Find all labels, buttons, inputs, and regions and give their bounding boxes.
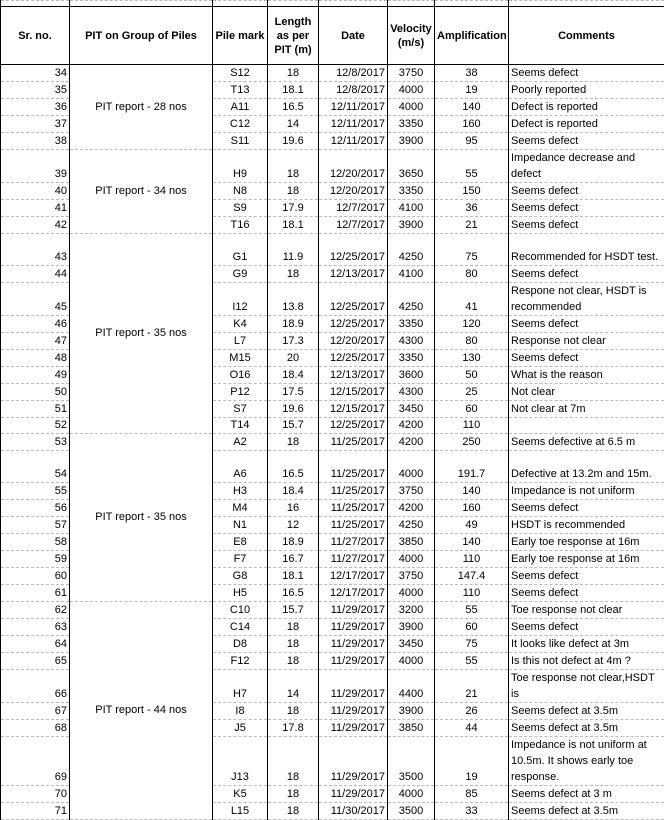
length-cell: 18.9	[268, 534, 319, 551]
sr-no-cell: 50	[1, 384, 70, 401]
date-cell: 12/8/2017	[319, 82, 388, 99]
comment-cell: Seems defect	[509, 316, 664, 333]
date-cell: 12/25/2017	[319, 234, 388, 266]
pile-mark-cell: H5	[213, 585, 268, 602]
length-cell: 18	[268, 65, 319, 82]
pile-mark-cell: N8	[213, 183, 268, 200]
comment-cell: Respone not clear, HSDT is recommended	[509, 283, 664, 316]
length-cell: 16.5	[268, 99, 319, 116]
date-cell: 11/29/2017	[319, 786, 388, 803]
pile-mark-cell: C12	[213, 116, 268, 133]
date-cell: 12/25/2017	[319, 350, 388, 367]
velocity-cell: 4100	[388, 266, 435, 283]
date-cell: 11/25/2017	[319, 483, 388, 500]
pile-mark-cell: A11	[213, 99, 268, 116]
pile-mark-cell: K5	[213, 786, 268, 803]
amplification-cell: 140	[435, 99, 509, 116]
table-row	[1, 65, 664, 82]
pile-mark-cell: C14	[213, 619, 268, 636]
col-date: Date	[319, 7, 388, 65]
date-cell: 11/29/2017	[319, 653, 388, 670]
comment-cell: Recommended for HSDT test.	[509, 234, 664, 266]
comment-cell: Response not clear	[509, 333, 664, 350]
velocity-cell: 4200	[388, 434, 435, 451]
comment-cell: Early toe response at 16m	[509, 551, 664, 568]
date-cell: 11/25/2017	[319, 500, 388, 517]
col-length: Length as per PIT (m)	[268, 7, 319, 65]
length-cell: 14	[268, 116, 319, 133]
length-cell: 18	[268, 150, 319, 183]
date-cell: 11/27/2017	[319, 551, 388, 568]
amplification-cell: 19	[435, 737, 509, 786]
comment-cell: Seems defect	[509, 217, 664, 234]
sr-no-cell: 48	[1, 350, 70, 367]
pile-mark-cell: T13	[213, 82, 268, 99]
sr-no-cell: 47	[1, 333, 70, 350]
sr-no-cell: 68	[1, 720, 70, 737]
length-cell: 18	[268, 434, 319, 451]
pile-mark-cell: S9	[213, 200, 268, 217]
velocity-cell: 3500	[388, 803, 435, 820]
velocity-cell: 3750	[388, 65, 435, 82]
sr-no-cell: 58	[1, 534, 70, 551]
length-cell: 18.9	[268, 316, 319, 333]
date-cell: 11/30/2017	[319, 803, 388, 820]
comment-cell: Defect is reported	[509, 116, 664, 133]
velocity-cell: 3350	[388, 183, 435, 200]
sr-no-cell: 62	[1, 602, 70, 619]
comment-cell: Seems defect	[509, 183, 664, 200]
length-cell: 15.7	[268, 602, 319, 619]
col-amplification: Amplification	[435, 7, 509, 65]
pile-mark-cell: J5	[213, 720, 268, 737]
velocity-cell: 3850	[388, 534, 435, 551]
velocity-cell: 3200	[388, 602, 435, 619]
amplification-cell: 60	[435, 401, 509, 418]
amplification-cell: 25	[435, 384, 509, 401]
sr-no-cell: 59	[1, 551, 70, 568]
date-cell: 12/13/2017	[319, 367, 388, 384]
velocity-cell: 3450	[388, 401, 435, 418]
length-cell: 20	[268, 350, 319, 367]
date-cell: 12/25/2017	[319, 418, 388, 434]
pile-mark-cell: E8	[213, 534, 268, 551]
pile-mark-cell: G8	[213, 568, 268, 585]
amplification-cell: 140	[435, 534, 509, 551]
velocity-cell: 4000	[388, 82, 435, 99]
sr-no-cell: 67	[1, 703, 70, 720]
pile-mark-cell: T14	[213, 418, 268, 434]
table-row	[1, 150, 664, 183]
amplification-cell: 85	[435, 786, 509, 803]
date-cell: 12/25/2017	[319, 283, 388, 316]
sr-no-cell: 41	[1, 200, 70, 217]
sr-no-cell: 65	[1, 653, 70, 670]
velocity-cell: 3450	[388, 636, 435, 653]
date-cell: 11/27/2017	[319, 534, 388, 551]
velocity-cell: 4250	[388, 283, 435, 316]
col-comments: Comments	[509, 7, 664, 65]
length-cell: 19.6	[268, 401, 319, 418]
length-cell: 18	[268, 636, 319, 653]
pile-mark-cell: H9	[213, 150, 268, 183]
pile-mark-cell: G9	[213, 266, 268, 283]
amplification-cell: 36	[435, 200, 509, 217]
comment-cell: Seems defect	[509, 350, 664, 367]
table-row	[1, 434, 664, 451]
comment-cell: Defective at 13.2m and 15m.	[509, 451, 664, 483]
sr-no-cell: 66	[1, 670, 70, 703]
velocity-cell: 4200	[388, 418, 435, 434]
comment-cell: Seems defect	[509, 585, 664, 602]
velocity-cell: 3900	[388, 217, 435, 234]
comment-cell: Poorly reported	[509, 82, 664, 99]
pit-group-cell: PIT report - 34 nos	[70, 150, 213, 234]
length-cell: 16.5	[268, 585, 319, 602]
comment-cell: It looks like defect at 3m	[509, 636, 664, 653]
pile-mark-cell: J13	[213, 737, 268, 786]
velocity-cell: 4000	[388, 99, 435, 116]
sr-no-cell: 55	[1, 483, 70, 500]
comment-cell: Toe response not clear,HSDT is	[509, 670, 664, 703]
amplification-cell: 95	[435, 133, 509, 150]
sr-no-cell: 57	[1, 517, 70, 534]
amplification-cell: 110	[435, 551, 509, 568]
length-cell: 15.7	[268, 418, 319, 434]
date-cell: 12/13/2017	[319, 266, 388, 283]
amplification-cell: 160	[435, 500, 509, 517]
pile-mark-cell: A2	[213, 434, 268, 451]
date-cell: 11/25/2017	[319, 517, 388, 534]
amplification-cell: 60	[435, 619, 509, 636]
length-cell: 18.4	[268, 367, 319, 384]
velocity-cell: 3650	[388, 150, 435, 183]
date-cell: 11/29/2017	[319, 703, 388, 720]
amplification-cell: 250	[435, 434, 509, 451]
sr-no-cell: 34	[1, 65, 70, 82]
comment-cell: Not clear at 7m	[509, 401, 664, 418]
pile-mark-cell: M15	[213, 350, 268, 367]
pile-mark-cell: I12	[213, 283, 268, 316]
sr-no-cell: 56	[1, 500, 70, 517]
date-cell: 12/11/2017	[319, 116, 388, 133]
date-cell: 12/8/2017	[319, 65, 388, 82]
table-body	[1, 65, 664, 820]
sr-no-cell: 70	[1, 786, 70, 803]
sr-no-cell: 40	[1, 183, 70, 200]
comment-cell: Seems defect at 3.5m	[509, 803, 664, 820]
date-cell: 12/15/2017	[319, 384, 388, 401]
length-cell: 19.6	[268, 133, 319, 150]
sr-no-cell: 64	[1, 636, 70, 653]
pile-mark-cell: M4	[213, 500, 268, 517]
comment-cell: HSDT is recommended	[509, 517, 664, 534]
length-cell: 16.5	[268, 451, 319, 483]
pile-mark-cell: K4	[213, 316, 268, 333]
pile-mark-cell: D8	[213, 636, 268, 653]
sr-no-cell: 36	[1, 99, 70, 116]
length-cell: 18	[268, 737, 319, 786]
col-pile-mark: Pile mark	[213, 7, 268, 65]
length-cell: 17.8	[268, 720, 319, 737]
date-cell: 12/15/2017	[319, 401, 388, 418]
length-cell: 18.1	[268, 568, 319, 585]
velocity-cell: 4300	[388, 333, 435, 350]
comment-cell: Impedance is not uniform at 10.5m. It shows early toe response.	[509, 737, 664, 786]
amplification-cell: 38	[435, 65, 509, 82]
length-cell: 18.1	[268, 82, 319, 99]
comment-cell: Defect is reported	[509, 99, 664, 116]
amplification-cell: 110	[435, 585, 509, 602]
amplification-cell: 19	[435, 82, 509, 99]
comment-cell: Seems defective at 6.5 m	[509, 434, 664, 451]
amplification-cell: 110	[435, 418, 509, 434]
amplification-cell: 49	[435, 517, 509, 534]
comment-cell: Seems defect	[509, 500, 664, 517]
comment-cell: Seems defect	[509, 133, 664, 150]
pile-mark-cell: F7	[213, 551, 268, 568]
amplification-cell: 21	[435, 670, 509, 703]
length-cell: 17.9	[268, 200, 319, 217]
pile-mark-cell: I8	[213, 703, 268, 720]
comment-cell: Seems defect	[509, 619, 664, 636]
comment-cell: Impedance is not uniform	[509, 483, 664, 500]
sr-no-cell: 54	[1, 451, 70, 483]
pile-mark-cell: A6	[213, 451, 268, 483]
comment-cell: What is the reason	[509, 367, 664, 384]
velocity-cell: 4300	[388, 384, 435, 401]
velocity-cell: 3850	[388, 720, 435, 737]
velocity-cell: 3350	[388, 316, 435, 333]
date-cell: 12/7/2017	[319, 200, 388, 217]
date-cell: 12/20/2017	[319, 183, 388, 200]
amplification-cell: 80	[435, 333, 509, 350]
sr-no-cell: 38	[1, 133, 70, 150]
comment-cell: Seems defect	[509, 568, 664, 585]
length-cell: 18.4	[268, 483, 319, 500]
comment-cell: Not clear	[509, 384, 664, 401]
amplification-cell: 130	[435, 350, 509, 367]
pile-mark-cell: O16	[213, 367, 268, 384]
col-sr-no: Sr. no.	[1, 7, 70, 65]
velocity-cell: 4000	[388, 551, 435, 568]
amplification-cell: 26	[435, 703, 509, 720]
date-cell: 12/11/2017	[319, 99, 388, 116]
sr-no-cell: 35	[1, 82, 70, 99]
date-cell: 12/20/2017	[319, 150, 388, 183]
amplification-cell: 44	[435, 720, 509, 737]
sr-no-cell: 52	[1, 418, 70, 434]
velocity-cell: 3350	[388, 350, 435, 367]
amplification-cell: 147.4	[435, 568, 509, 585]
pile-mark-cell: N1	[213, 517, 268, 534]
sr-no-cell: 53	[1, 434, 70, 451]
velocity-cell: 4000	[388, 653, 435, 670]
pile-mark-cell: H7	[213, 670, 268, 703]
sr-no-cell: 43	[1, 234, 70, 266]
velocity-cell: 3750	[388, 483, 435, 500]
length-cell: 17.3	[268, 333, 319, 350]
date-cell: 11/25/2017	[319, 451, 388, 483]
comment-cell	[509, 418, 664, 434]
length-cell: 17.5	[268, 384, 319, 401]
sr-no-cell: 37	[1, 116, 70, 133]
sr-no-cell: 60	[1, 568, 70, 585]
col-velocity: Velocity (m/s)	[388, 7, 435, 65]
amplification-cell: 75	[435, 234, 509, 266]
amplification-cell: 55	[435, 602, 509, 619]
velocity-cell: 4100	[388, 200, 435, 217]
pile-mark-cell: L15	[213, 803, 268, 820]
length-cell: 18	[268, 619, 319, 636]
date-cell: 12/17/2017	[319, 585, 388, 602]
amplification-cell: 41	[435, 283, 509, 316]
comment-cell: Is this not defect at 4m ?	[509, 653, 664, 670]
date-cell: 11/29/2017	[319, 619, 388, 636]
amplification-cell: 21	[435, 217, 509, 234]
pile-mark-cell: G1	[213, 234, 268, 266]
comment-cell: Early toe response at 16m	[509, 534, 664, 551]
velocity-cell: 4000	[388, 451, 435, 483]
length-cell: 11.9	[268, 234, 319, 266]
length-cell: 18	[268, 183, 319, 200]
velocity-cell: 4250	[388, 234, 435, 266]
pile-mark-cell: S7	[213, 401, 268, 418]
velocity-cell: 3900	[388, 133, 435, 150]
amplification-cell: 150	[435, 183, 509, 200]
length-cell: 18	[268, 786, 319, 803]
pile-mark-cell: L7	[213, 333, 268, 350]
date-cell: 11/29/2017	[319, 670, 388, 703]
date-cell: 11/29/2017	[319, 737, 388, 786]
velocity-cell: 4000	[388, 585, 435, 602]
comment-cell: Seems defect at 3.5m	[509, 720, 664, 737]
sr-no-cell: 39	[1, 150, 70, 183]
amplification-cell: 120	[435, 316, 509, 333]
date-cell: 11/29/2017	[319, 602, 388, 619]
velocity-cell: 3500	[388, 737, 435, 786]
velocity-cell: 4000	[388, 786, 435, 803]
length-cell: 18	[268, 653, 319, 670]
sr-no-cell: 42	[1, 217, 70, 234]
comment-cell: Seems defect at 3.5m	[509, 703, 664, 720]
amplification-cell: 191.7	[435, 451, 509, 483]
comment-cell: Seems defect	[509, 200, 664, 217]
velocity-cell: 4200	[388, 500, 435, 517]
comment-cell: Seems defect at 3 m	[509, 786, 664, 803]
table-row	[1, 602, 664, 619]
sr-no-cell: 46	[1, 316, 70, 333]
amplification-cell: 55	[435, 150, 509, 183]
sr-no-cell: 44	[1, 266, 70, 283]
pile-mark-cell: F12	[213, 653, 268, 670]
pit-group-cell: PIT report - 28 nos	[70, 65, 213, 150]
velocity-cell: 3900	[388, 703, 435, 720]
length-cell: 16.7	[268, 551, 319, 568]
pile-mark-cell: T16	[213, 217, 268, 234]
pit-group-cell: PIT report - 35 nos	[70, 434, 213, 602]
length-cell: 18	[268, 266, 319, 283]
comment-cell: Impedance decrease and defect	[509, 150, 664, 183]
sr-no-cell: 63	[1, 619, 70, 636]
velocity-cell: 3900	[388, 619, 435, 636]
pile-mark-cell: S11	[213, 133, 268, 150]
sr-no-cell: 71	[1, 803, 70, 820]
sr-no-cell: 49	[1, 367, 70, 384]
date-cell: 12/25/2017	[319, 316, 388, 333]
pit-group-cell: PIT report - 44 nos	[70, 602, 213, 820]
velocity-cell: 3750	[388, 568, 435, 585]
header-row	[1, 7, 664, 65]
date-cell: 11/29/2017	[319, 636, 388, 653]
comment-cell: Toe response not clear	[509, 602, 664, 619]
velocity-cell: 4250	[388, 517, 435, 534]
pile-mark-cell: P12	[213, 384, 268, 401]
col-pit-group: PIT on Group of Piles	[70, 7, 213, 65]
amplification-cell: 75	[435, 636, 509, 653]
pile-mark-cell: S12	[213, 65, 268, 82]
length-cell: 18	[268, 703, 319, 720]
comment-cell: Seems defect	[509, 266, 664, 283]
pile-mark-cell: C10	[213, 602, 268, 619]
length-cell: 16	[268, 500, 319, 517]
length-cell: 14	[268, 670, 319, 703]
date-cell: 11/25/2017	[319, 434, 388, 451]
velocity-cell: 4400	[388, 670, 435, 703]
velocity-cell: 3600	[388, 367, 435, 384]
amplification-cell: 33	[435, 803, 509, 820]
sr-no-cell: 69	[1, 737, 70, 786]
sr-no-cell: 51	[1, 401, 70, 418]
length-cell: 13.8	[268, 283, 319, 316]
length-cell: 18.1	[268, 217, 319, 234]
amplification-cell: 140	[435, 483, 509, 500]
amplification-cell: 55	[435, 653, 509, 670]
length-cell: 18	[268, 803, 319, 820]
date-cell: 12/11/2017	[319, 133, 388, 150]
velocity-cell: 3350	[388, 116, 435, 133]
amplification-cell: 160	[435, 116, 509, 133]
amplification-cell: 50	[435, 367, 509, 384]
date-cell: 12/17/2017	[319, 568, 388, 585]
pit-group-cell: PIT report - 35 nos	[70, 234, 213, 434]
length-cell: 12	[268, 517, 319, 534]
amplification-cell: 80	[435, 266, 509, 283]
sr-no-cell: 45	[1, 283, 70, 316]
date-cell: 12/20/2017	[319, 333, 388, 350]
pile-mark-cell: H3	[213, 483, 268, 500]
date-cell: 12/7/2017	[319, 217, 388, 234]
comment-cell: Seems defect	[509, 65, 664, 82]
sr-no-cell: 61	[1, 585, 70, 602]
date-cell: 11/29/2017	[319, 720, 388, 737]
table-row	[1, 234, 664, 266]
